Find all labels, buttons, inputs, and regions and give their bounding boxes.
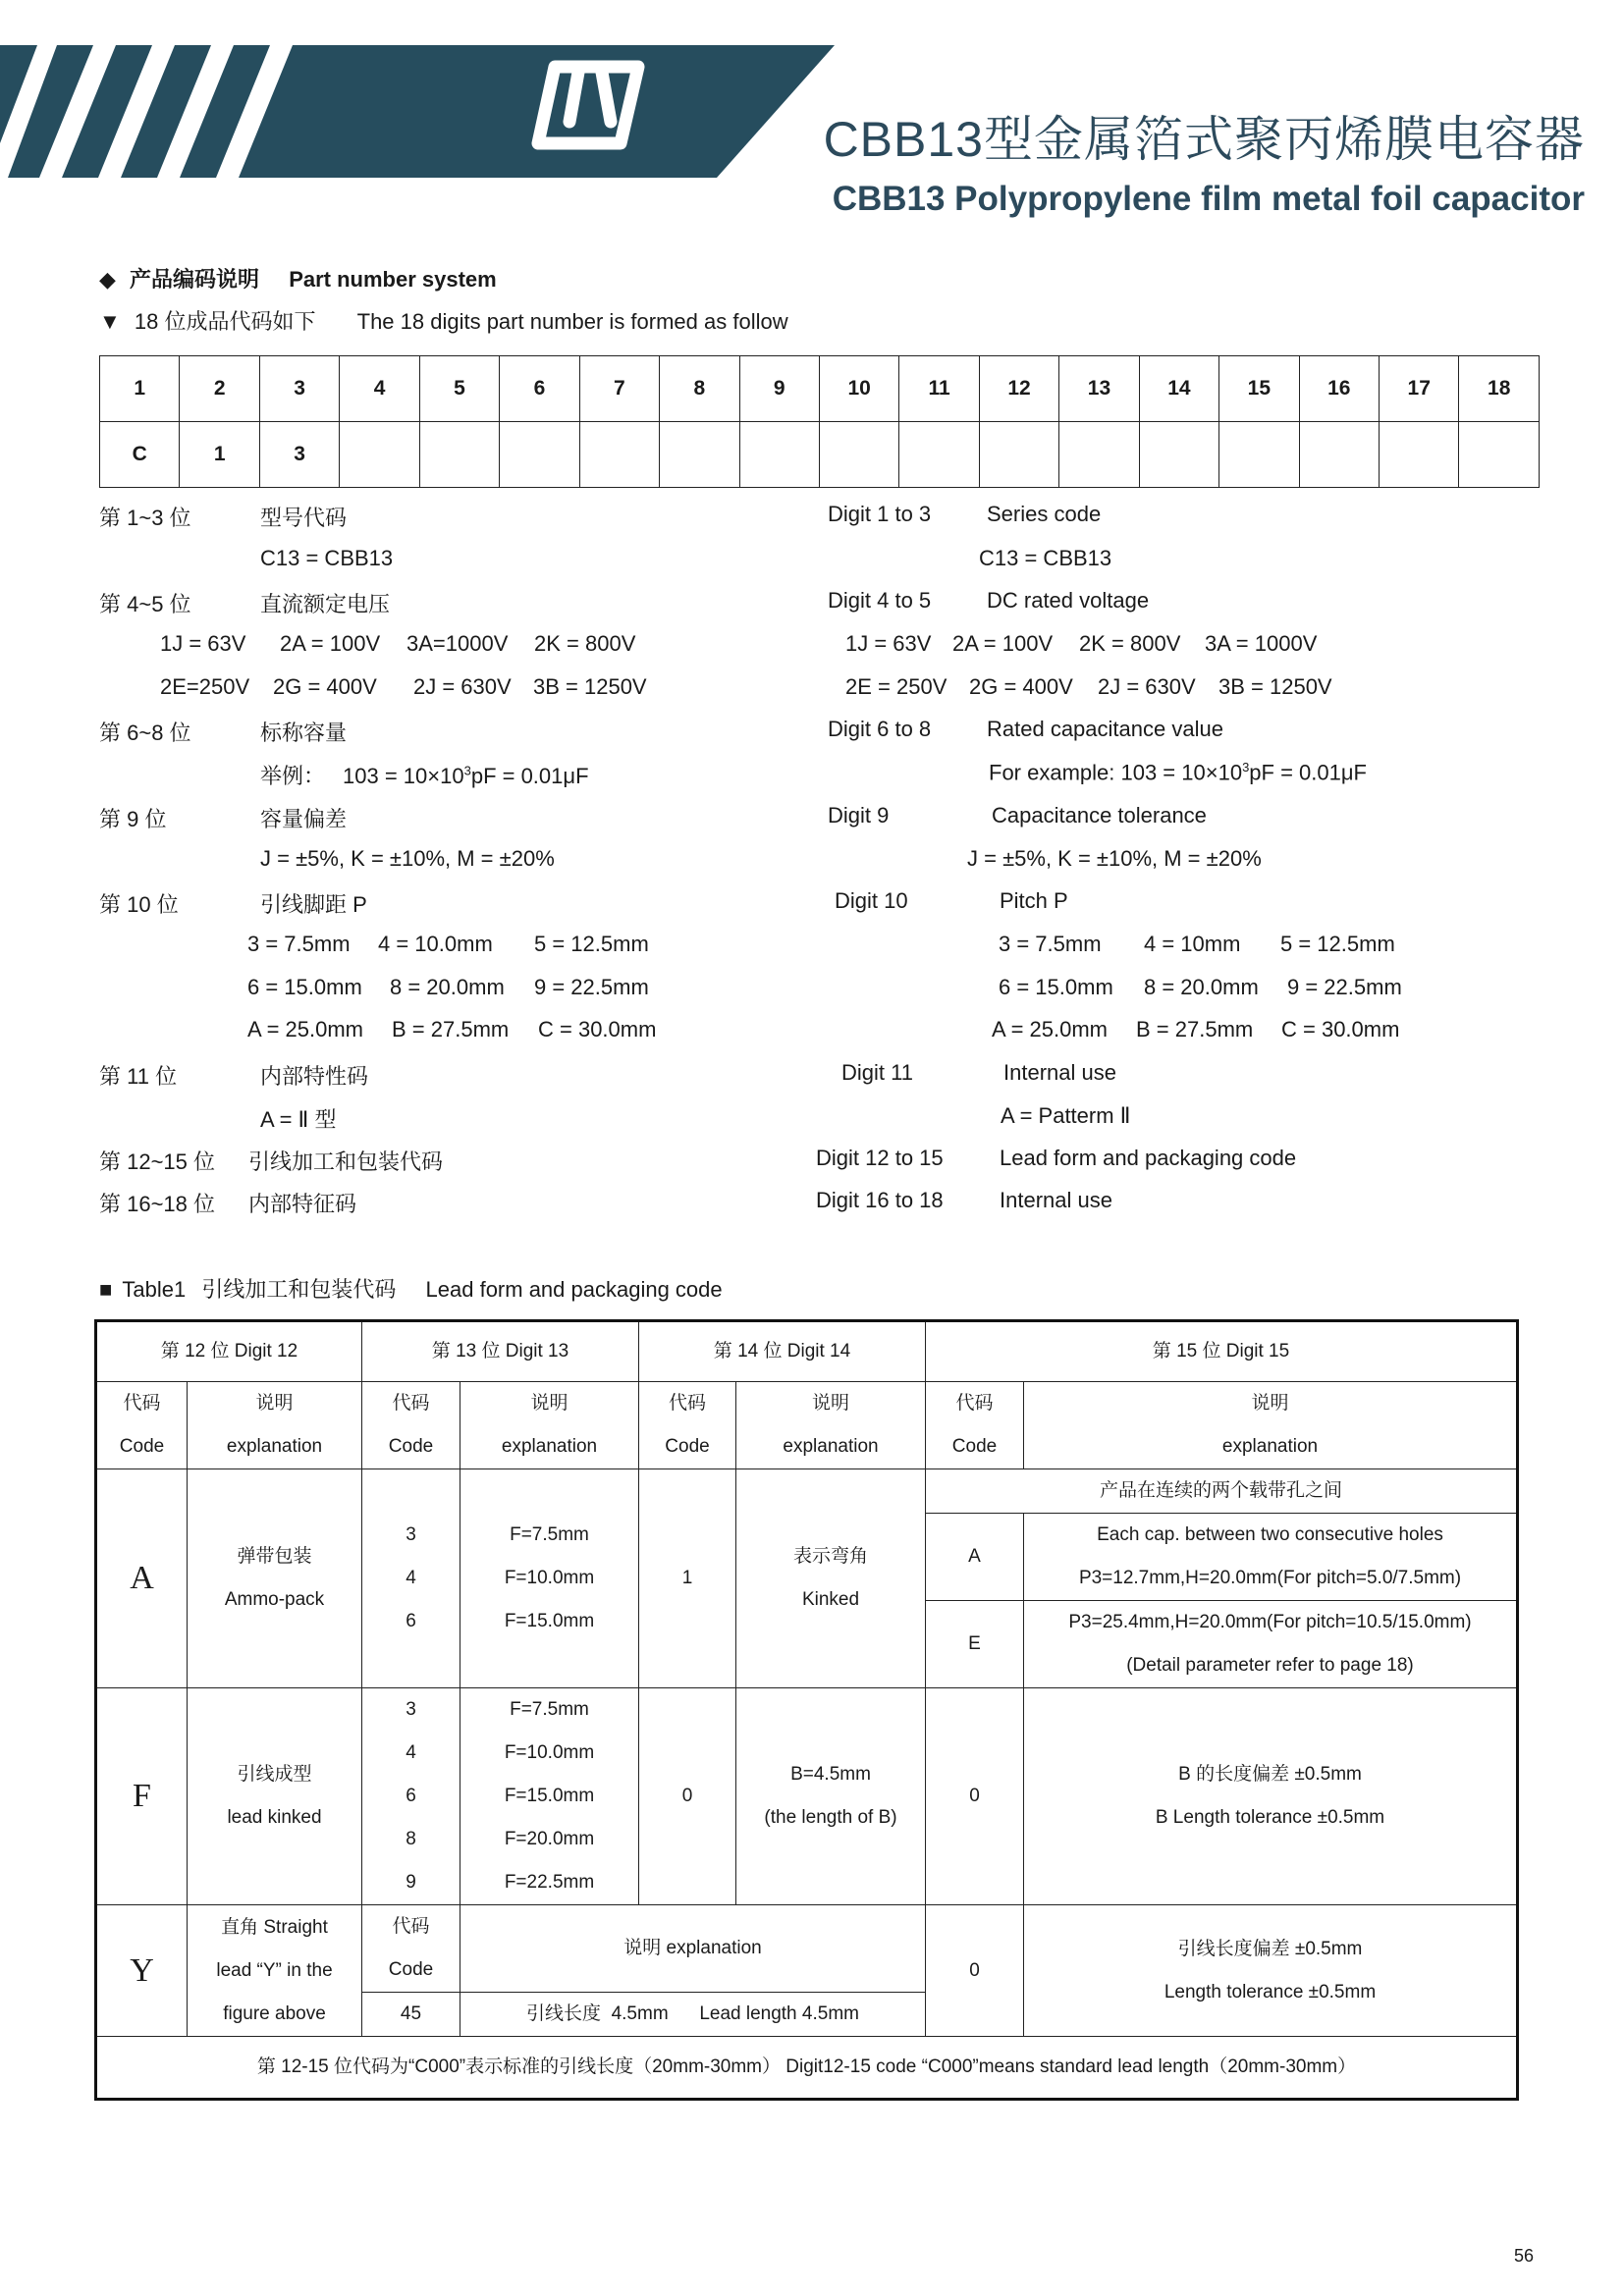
row-y-sub-code-header: 代码 Code	[362, 1905, 460, 1993]
pitch-cn-0-0: 3 = 7.5mm	[247, 932, 351, 956]
row-f-d14-expl: B=4.5mm (the length of B)	[736, 1688, 926, 1905]
rule-4-en-detail: J = ±5%, K = ±10%, M = ±20%	[967, 846, 1262, 871]
digit-example-cell	[500, 422, 579, 488]
straight-lead-cell: 直角 Straight lead “Y” in the figure above	[188, 1905, 362, 2037]
row-y-d15-expl: 引线长度偏差 ±0.5mm Length tolerance ±0.5mm	[1024, 1905, 1518, 2037]
table1-caption: ■ Table1 引线加工和包装代码 Lead form and packaging code	[99, 1277, 723, 1302]
digit-table	[99, 355, 1540, 488]
voltage-cn-1-3: 2K = 800V	[534, 631, 636, 656]
rule-2-en-label: Digit 4 to 5	[828, 588, 932, 613]
row-f-d15-code: 0	[926, 1688, 1024, 1905]
voltage-en-2-0: 2E = 250V	[845, 674, 947, 699]
page-number: 56	[1514, 2246, 1535, 2266]
voltage-cn-2-1: 2G = 400V	[273, 674, 377, 699]
rule-8-en-label: Digit 16 to 18	[816, 1188, 944, 1212]
digit-example-cell: C	[100, 422, 180, 488]
pitch-en-2-1: B = 27.5mm	[1136, 1017, 1254, 1041]
voltage-en-2-2: 2J = 630V	[1098, 674, 1196, 699]
subheader-code: 代码 Code	[96, 1382, 188, 1469]
row-a-d15-expl-e: P3=25.4mm,H=20.0mm(For pitch=10.5/15.0mm) (Detail parameter refer to page 18)	[1024, 1601, 1518, 1688]
digit-position-cell: 7	[579, 356, 659, 422]
row-a-d13-codes: 3 4 6	[362, 1469, 460, 1688]
rule-6-cn-name: 内部特性码	[260, 1064, 369, 1089]
row-f-d13-codes: 3 4 6 8 9	[362, 1688, 460, 1905]
voltage-en-2-1: 2G = 400V	[969, 674, 1073, 699]
digit-example-cell	[899, 422, 979, 488]
digit-position-cell: 18	[1459, 356, 1540, 422]
rule-1-cn-detail: C13 = CBB13	[260, 546, 394, 570]
pitch-cn-1-2: 9 = 22.5mm	[534, 975, 649, 999]
table-row-f	[96, 1688, 1518, 1905]
pitch-en-0-1: 4 = 10mm	[1144, 932, 1241, 956]
voltage-cn-2-2: 2J = 630V	[413, 674, 512, 699]
digit-position-cell: 16	[1299, 356, 1379, 422]
table-row-a	[96, 1469, 1518, 1514]
row-a-d14-code: 1	[639, 1469, 736, 1688]
rule-3-en-label: Digit 6 to 8	[828, 717, 932, 741]
digit-position-cell: 13	[1059, 356, 1139, 422]
rule-4-en-label: Digit 9	[828, 803, 890, 828]
rule-1-en-name: Series code	[987, 502, 1102, 526]
header-digit-15: 第 15 位 Digit 15	[926, 1321, 1518, 1382]
rule-1-en-label: Digit 1 to 3	[828, 502, 932, 526]
row-y-sub-expl-header: 说明 explanation	[460, 1905, 926, 1993]
row-f-d13-values: F=7.5mm F=10.0mm F=15.0mm F=20.0mm F=22.5mm	[460, 1688, 639, 1905]
digit-example-row	[100, 422, 1540, 488]
digit-example-cell	[1219, 422, 1299, 488]
subheader-code: 代码 Code	[362, 1382, 460, 1469]
rule-3-en-name: Rated capacitance value	[987, 717, 1223, 741]
digit-example-cell: 1	[180, 422, 259, 488]
voltage-cn-1-2: 3A=1000V	[406, 631, 509, 656]
section-18-digits: ▼ 18 位成品代码如下 The 18 digits part number is formed as follow	[99, 309, 788, 334]
rule-6-en-name: Internal use	[1003, 1060, 1116, 1085]
rule-4-en-name: Capacitance tolerance	[992, 803, 1207, 828]
voltage-cn-2-3: 3B = 1250V	[533, 674, 647, 699]
digit-example-cell	[1139, 422, 1218, 488]
table-footer-row	[96, 2037, 1518, 2100]
rule-5-en-name: Pitch P	[1000, 888, 1068, 913]
voltage-en-2-3: 3B = 1250V	[1218, 674, 1332, 699]
header-digit-12: 第 12 位 Digit 12	[96, 1321, 362, 1382]
voltage-en-1-0: 1J = 63V	[845, 631, 932, 656]
rule-6-cn-label: 第 11 位	[99, 1064, 178, 1089]
rule-8-en-name: Internal use	[1000, 1188, 1112, 1212]
rule-1-cn-name: 型号代码	[260, 506, 348, 530]
table-subheader-row	[96, 1382, 1518, 1469]
row-a-d15-top: 产品在连续的两个载带孔之间	[926, 1469, 1518, 1514]
row-f-d15-expl: B 的长度偏差 ±0.5mm B Length tolerance ±0.5mm	[1024, 1688, 1518, 1905]
digit-example-cell	[819, 422, 898, 488]
row-a-d15-expl-a: Each cap. between two consecutive holes P3=12.7mm,H=20.0mm(For pitch=5.0/7.5mm)	[1024, 1514, 1518, 1601]
pitch-cn-0-1: 4 = 10.0mm	[378, 932, 493, 956]
table-row-y	[96, 1905, 1518, 1993]
rule-4-cn-detail: J = ±5%, K = ±10%, M = ±20%	[260, 846, 555, 871]
digit-position-cell: 3	[259, 356, 339, 422]
digit-example-cell	[1380, 422, 1459, 488]
rule-4-cn-label: 第 9 位	[99, 807, 167, 831]
rule-2-cn-name: 直流额定电压	[260, 592, 391, 616]
voltage-en-1-1: 2A = 100V	[952, 631, 1054, 656]
rule-3-cn-example: 举例： $103 = 10\times 10^3pF = 0.01\mu F$	[260, 763, 589, 788]
code-f: F	[96, 1688, 188, 1905]
ammo-pack-cell: 弹带包装 Ammo-pack	[188, 1469, 362, 1688]
digit-position-cell: 15	[1219, 356, 1299, 422]
pitch-en-2-2: C = 30.0mm	[1281, 1017, 1400, 1041]
pitch-cn-1-1: 8 = 20.0mm	[390, 975, 505, 999]
row-a-d14-expl: 表示弯角 Kinked	[736, 1469, 926, 1688]
row-f-d14-code: 0	[639, 1688, 736, 1905]
digit-position-cell: 4	[340, 356, 419, 422]
code-a: A	[96, 1469, 188, 1688]
lead-form-table	[94, 1319, 1519, 2101]
digit-example-cell	[340, 422, 419, 488]
digit-example-cell	[1059, 422, 1139, 488]
rule-5-cn-label: 第 10 位	[99, 892, 179, 917]
digit-position-cell: 8	[660, 356, 739, 422]
document-title-en: CBB13 Polypropylene film metal foil capacitor	[832, 180, 1585, 218]
rule-6-en-detail: A = Patterm Ⅱ	[1001, 1103, 1131, 1128]
rule-7-en-name: Lead form and packaging code	[1000, 1146, 1297, 1170]
digit-example-cell	[1299, 422, 1379, 488]
header-digit-13: 第 13 位 Digit 13	[362, 1321, 639, 1382]
pitch-cn-1-0: 6 = 15.0mm	[247, 975, 362, 999]
code-y: Y	[96, 1905, 188, 2037]
digit-position-cell: 9	[739, 356, 819, 422]
lead-kinked-cell: 引线成型 lead kinked	[188, 1688, 362, 1905]
voltage-cn-1-0: 1J = 63V	[160, 631, 246, 656]
digit-example-cell	[419, 422, 499, 488]
digit-example-cell: 3	[259, 422, 339, 488]
digit-example-cell	[979, 422, 1058, 488]
subheader-code: 代码 Code	[926, 1382, 1024, 1469]
pitch-en-1-1: 8 = 20.0mm	[1144, 975, 1259, 999]
row-a-d15-code-a: A	[926, 1514, 1024, 1601]
rule-8-cn-label: 第 16~18 位	[99, 1192, 216, 1216]
square-icon: ■	[99, 1277, 113, 1302]
rule-7-cn-name: 引线加工和包装代码	[248, 1149, 444, 1174]
subheader-explanation: 说明 explanation	[1024, 1382, 1518, 1469]
digit-position-cell: 14	[1139, 356, 1218, 422]
header-digit-14: 第 14 位 Digit 14	[639, 1321, 926, 1382]
row-a-d13-values: F=7.5mm F=10.0mm F=15.0mm	[460, 1469, 639, 1688]
digit-example-cell	[579, 422, 659, 488]
subheader-explanation: 说明 explanation	[736, 1382, 926, 1469]
subheader-explanation: 说明 explanation	[460, 1382, 639, 1469]
rule-2-en-name: DC rated voltage	[987, 588, 1150, 613]
digit-position-cell: 1	[100, 356, 180, 422]
digit-example-cell	[1459, 422, 1540, 488]
rule-4-cn-name: 容量偏差	[260, 807, 348, 831]
pitch-cn-2-2: C = 30.0mm	[538, 1017, 657, 1041]
rule-3-cn-name: 标称容量	[260, 721, 348, 745]
voltage-cn-1-1: 2A = 100V	[280, 631, 381, 656]
section-part-number: ◆ 产品编码说明 Part number system	[99, 267, 497, 292]
voltage-cn-2-0: 2E=250V	[160, 674, 250, 699]
rule-7-cn-label: 第 12~15 位	[99, 1149, 216, 1174]
table-header-row	[96, 1321, 1518, 1382]
rule-6-en-label: Digit 11	[841, 1060, 913, 1085]
pitch-en-1-0: 6 = 15.0mm	[999, 975, 1113, 999]
digit-position-cell: 2	[180, 356, 259, 422]
rule-1-en-detail: C13 = CBB13	[979, 546, 1112, 570]
triangle-down-icon: ▼	[99, 309, 121, 334]
rule-2-cn-label: 第 4~5 位	[99, 592, 191, 616]
rule-7-en-label: Digit 12 to 15	[816, 1146, 944, 1170]
subheader-code: 代码 Code	[639, 1382, 736, 1469]
row-y-val-code: 45	[362, 1993, 460, 2037]
rule-3-en-example: For example: $103 = 10\times 10^3pF = 0.01\mu F$	[989, 760, 1367, 785]
document-title-cn: CBB13型金属箔式聚丙烯膜电容器	[823, 112, 1585, 167]
digit-position-cell: 11	[899, 356, 979, 422]
rule-8-cn-name: 内部特征码	[248, 1192, 357, 1216]
digit-example-cell	[660, 422, 739, 488]
digit-position-cell: 10	[819, 356, 898, 422]
rule-3-cn-label: 第 6~8 位	[99, 721, 191, 745]
rule-5-cn-name: 引线脚距 P	[260, 892, 367, 917]
subheader-explanation: 说明 explanation	[188, 1382, 362, 1469]
pitch-en-0-0: 3 = 7.5mm	[999, 932, 1102, 956]
pitch-en-0-2: 5 = 12.5mm	[1280, 932, 1395, 956]
pitch-cn-2-1: B = 27.5mm	[392, 1017, 510, 1041]
pitch-en-2-0: A = 25.0mm	[992, 1017, 1109, 1041]
diamond-icon: ◆	[99, 267, 116, 292]
digit-position-row	[100, 356, 1540, 422]
row-y-val-text: 引线长度 4.5mm Lead length 4.5mm	[460, 1993, 926, 2037]
voltage-en-1-3: 3A = 1000V	[1205, 631, 1318, 656]
header-banner	[0, 45, 835, 178]
row-a-d15-code-e: E	[926, 1601, 1024, 1688]
table-footer-note: 第 12-15 位代码为“C000”表示标准的引线长度（20mm-30mm） Digit12-15 code “C000”means standard lead length（20mm-30mm）	[96, 2037, 1518, 2100]
pitch-en-1-2: 9 = 22.5mm	[1287, 975, 1402, 999]
digit-example-cell	[739, 422, 819, 488]
digit-position-cell: 6	[500, 356, 579, 422]
voltage-en-1-2: 2K = 800V	[1079, 631, 1181, 656]
rule-6-cn-detail: A = Ⅱ 型	[260, 1107, 337, 1132]
rule-5-en-label: Digit 10	[835, 888, 908, 913]
pitch-cn-0-2: 5 = 12.5mm	[534, 932, 649, 956]
digit-position-cell: 12	[979, 356, 1058, 422]
digit-position-cell: 17	[1380, 356, 1459, 422]
pitch-cn-2-0: A = 25.0mm	[247, 1017, 364, 1041]
digit-position-cell: 5	[419, 356, 499, 422]
row-y-d15-code: 0	[926, 1905, 1024, 2037]
rule-1-cn-label: 第 1~3 位	[99, 506, 191, 530]
